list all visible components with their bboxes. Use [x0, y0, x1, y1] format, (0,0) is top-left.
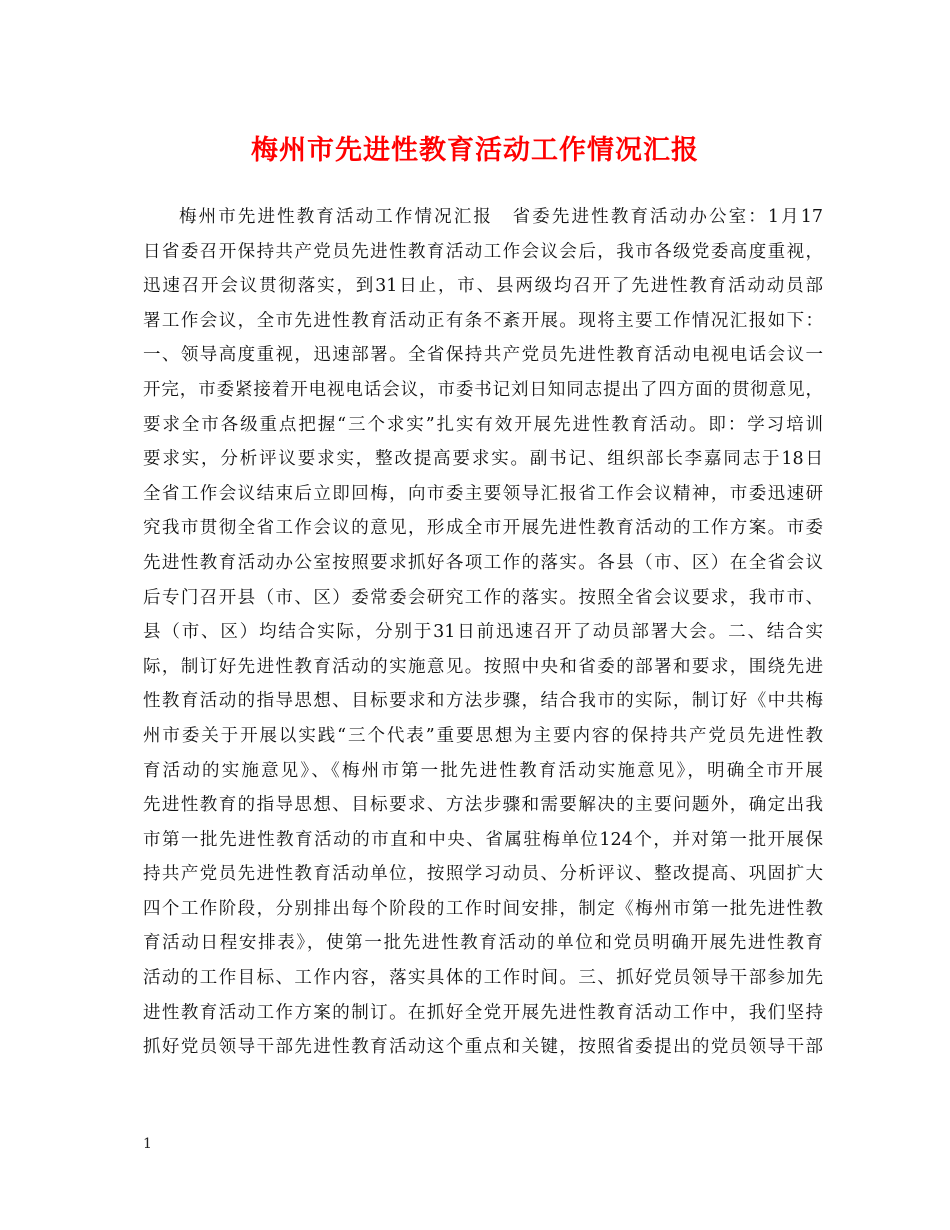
body-line: 抓好党员领导干部先进性教育活动这个重点和关键，按照省委提出的党员领导干部 — [143, 1037, 823, 1058]
body-line: 要求全市各级重点把握“三个求实”扎实有效开展先进性教育活动。即：学习培训 — [143, 414, 823, 435]
body-line: 梅州市先进性教育活动工作情况汇报 省委先进性教育活动办公室：1月17 — [179, 207, 823, 227]
body-line: 性教育活动的指导思想、目标要求和方法步骤，结合我市的实际，制订好《中共梅 — [143, 691, 823, 712]
body-line: 后专门召开县（市、区）委常委会研究工作的落实。按照全省会议要求，我市市、 — [143, 587, 823, 608]
body-line: 县（市、区）均结合实际，分别于31日前迅速召开了动员部署大会。二、结合实 — [143, 622, 823, 643]
body-line: 进性教育活动工作方案的制订。在抓好全党开展先进性教育活动工作中，我们坚持 — [143, 1002, 823, 1023]
page-number: 1 — [143, 1136, 152, 1152]
body-line: 先进性教育的指导思想、目标要求、方法步骤和需要解决的主要问题外，确定出我 — [143, 795, 823, 816]
body-line: 持共产党员先进性教育活动单位，按照学习动员、分析评议、整改提高、巩固扩大 — [143, 864, 823, 885]
body-line: 究我市贯彻全省工作会议的意见，形成全市开展先进性教育活动的工作方案。市委 — [143, 518, 823, 539]
body-line: 际，制订好先进性教育活动的实施意见。按照中央和省委的部署和要求，围绕先进 — [143, 656, 823, 677]
body-line: 育活动日程安排表》，使第一批先进性教育活动的单位和党员明确开展先进性教育 — [143, 933, 823, 954]
body-line: 开完，市委紧接着开电视电话会议，市委书记刘日知同志提出了四方面的贯彻意见， — [143, 379, 823, 400]
body-line: 日省委召开保持共产党员先进性教育活动工作会议会后，我市各级党委高度重视， — [143, 241, 823, 262]
body-line: 育活动的实施意见》、《梅州市第一批先进性教育活动实施意见》，明确全市开展 — [143, 760, 823, 781]
body-line: 市第一批先进性教育活动的市直和中央、省属驻梅单位124个，并对第一批开展保 — [143, 829, 823, 850]
body-line: 迅速召开会议贯彻落实，到31日止，市、县两级均召开了先进性教育活动动员部 — [143, 276, 823, 297]
body-line: 一、领导高度重视，迅速部署。全省保持共产党员先进性教育活动电视电话会议一 — [143, 345, 823, 366]
body-line: 四个工作阶段，分别排出每个阶段的工作时间安排，制定《梅州市第一批先进性教 — [143, 898, 823, 919]
body-line: 活动的工作目标、工作内容，落实具体的工作时间。三、抓好党员领导干部参加先 — [143, 968, 823, 989]
document-body — [143, 200, 823, 1065]
body-line: 全省工作会议结束后立即回梅，向市委主要领导汇报省工作会议精神，市委迅速研 — [143, 483, 823, 504]
document-title: 梅州市先进性教育活动工作情况汇报 — [251, 135, 699, 166]
body-line: 要求实，分析评议要求实，整改提高要求实。副书记、组织部长李嘉同志于18日 — [143, 449, 823, 470]
body-line: 署工作会议，全市先进性教育活动正有条不紊开展。现将主要工作情况汇报如下： — [143, 310, 823, 331]
body-line: 州市委关于开展以实践“三个代表”重要思想为主要内容的保持共产党员先进性教 — [143, 725, 823, 746]
body-line: 先进性教育活动办公室按照要求抓好各项工作的落实。各县（市、区）在全省会议 — [143, 552, 823, 573]
